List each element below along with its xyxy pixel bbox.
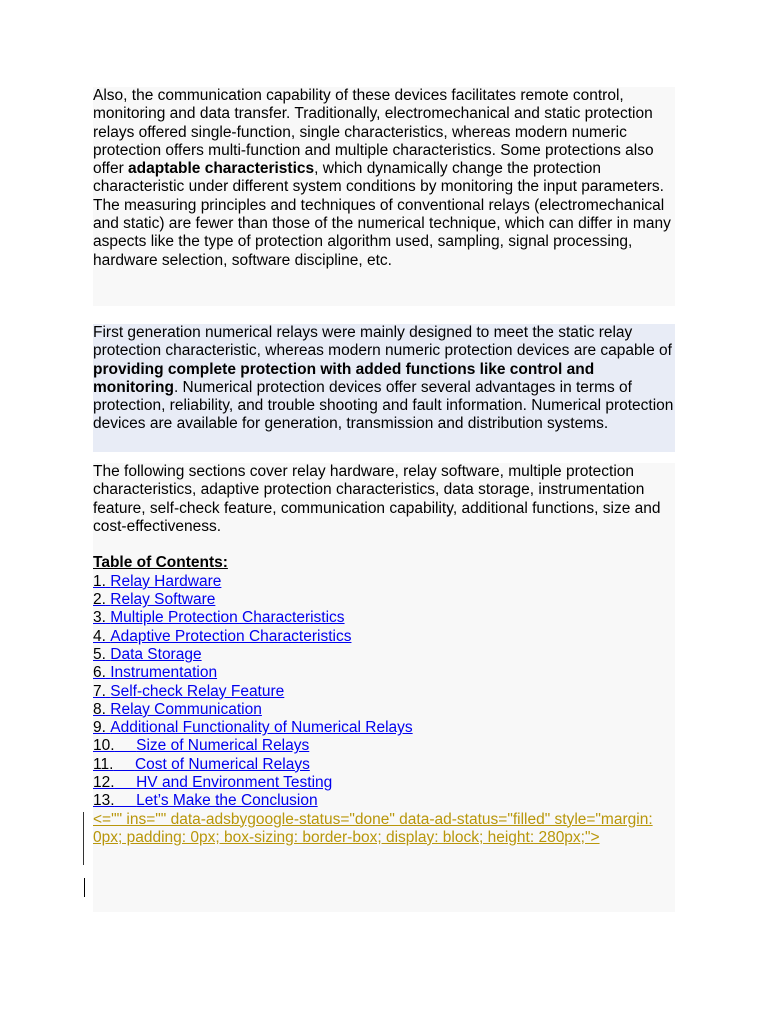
toc-item bbox=[93, 737, 675, 755]
toc-item-number: 13. bbox=[93, 792, 115, 810]
change-bar bbox=[83, 812, 84, 865]
toc-link[interactable]: Cost of Numerical Relays bbox=[134, 755, 310, 773]
text-run: . Numerical protection devices offer several advantages in terms of protection, reliability, and trouble shooting and fault information. Numerical protection devices are available for generation, transmission and distribution systems. bbox=[93, 378, 674, 433]
paragraph-sections-intro: The following sections cover relay hardware, relay software, multiple protection characteristics, adaptive protection characteristics, data storage, instrumentation feature, self-check feature, communication capability, additional functions, size and cost-effectiveness. bbox=[93, 463, 661, 535]
toc-item bbox=[93, 573, 675, 591]
toc-item bbox=[93, 609, 675, 627]
toc-item bbox=[93, 683, 675, 701]
toc-item-number: 2. bbox=[93, 591, 106, 609]
toc-title: Table of Contents: bbox=[93, 554, 228, 572]
toc-item bbox=[93, 646, 675, 664]
toc-link[interactable]: Let’s Make the Conclusion bbox=[136, 792, 318, 810]
toc-link-gap[interactable] bbox=[115, 792, 137, 809]
paragraph-first-generation bbox=[93, 324, 675, 434]
toc-item-number: 5. bbox=[93, 645, 106, 663]
text-run: , which dynamically change the protection characteristic under different system conditions by monitoring the input parameters. bbox=[93, 160, 664, 196]
spacer bbox=[93, 536, 675, 554]
toc-item-number: 11. bbox=[93, 755, 114, 773]
text-run: Also, the communication capability of these devices facilitates remote control, monitoring and data transfer. Traditionally, electromechanical and static protection relays offered single-function, single characteristics, whereas modern numeric protection offers multi-function and multiple characteristics. Some protections also offer bbox=[93, 87, 654, 178]
paragraph-measuring-principles: The measuring principles and techniques of conventional relays (electromechanical and static) are fewer than those of the numerical technique, which can differ in many aspects like the type of protection algorithm used, sampling, signal processing, hardware selection, software discipline, etc. bbox=[93, 196, 671, 269]
generation-section bbox=[93, 324, 675, 452]
toc-item bbox=[93, 792, 675, 810]
toc-link[interactable]: HV and Environment Testing bbox=[136, 774, 333, 792]
toc-item bbox=[93, 664, 675, 682]
paragraph-communication bbox=[93, 87, 675, 197]
toc-link[interactable]: Relay Hardware bbox=[110, 572, 222, 590]
text-run: First generation numerical relays were mainly designed to meet the static relay protection characteristic, whereas modern numeric protection devices are capable of bbox=[93, 324, 672, 360]
toc-item-number: 3. bbox=[93, 609, 106, 627]
toc-link-gap[interactable] bbox=[115, 737, 137, 754]
toc-link[interactable]: Size of Numerical Relays bbox=[136, 737, 310, 755]
emphasis-complete-protection: providing complete protection with added functions like control and monitoring bbox=[93, 360, 595, 396]
text-cursor bbox=[84, 878, 85, 897]
toc-item-number: 8. bbox=[93, 700, 106, 718]
toc-link[interactable]: Multiple Protection Characteristics bbox=[110, 609, 345, 627]
table-of-contents bbox=[93, 573, 675, 811]
toc-link[interactable]: Instrumentation bbox=[110, 664, 218, 682]
toc-item-number: 4. bbox=[93, 627, 106, 645]
toc-item bbox=[93, 591, 675, 609]
toc-item bbox=[93, 719, 675, 737]
toc-link[interactable]: Relay Communication bbox=[110, 700, 262, 718]
contents-section bbox=[93, 463, 675, 912]
toc-link[interactable]: Additional Functionality of Numerical Relays bbox=[110, 719, 413, 737]
toc-item bbox=[93, 701, 675, 719]
toc-item-number: 10. bbox=[93, 737, 115, 755]
toc-item-number: 6. bbox=[93, 664, 106, 682]
toc-item-number: 12. bbox=[93, 774, 115, 792]
emphasis-adaptable-characteristics: adaptable characteristics bbox=[128, 160, 315, 178]
toc-item-number: 7. bbox=[93, 682, 106, 700]
toc-link[interactable]: Data Storage bbox=[110, 645, 202, 663]
ad-code-snippet: <="" ins="" data-adsbygoogle-status="done" data-ad-status="filled" style="margin: 0px; padding: 0px; box-sizing: border-box; display: block; height: 280px;"> bbox=[93, 810, 653, 846]
toc-link[interactable]: Self-check Relay Feature bbox=[110, 682, 285, 700]
intro-section bbox=[93, 87, 675, 306]
toc-link-gap[interactable] bbox=[113, 756, 135, 773]
toc-item-number: 9. bbox=[93, 719, 106, 737]
toc-item bbox=[93, 774, 675, 792]
toc-item bbox=[93, 756, 675, 774]
toc-item bbox=[93, 628, 675, 646]
toc-link-gap[interactable] bbox=[115, 774, 137, 791]
toc-link[interactable]: Relay Software bbox=[110, 591, 216, 609]
toc-item-number: 1. bbox=[93, 572, 106, 590]
toc-link[interactable]: Adaptive Protection Characteristics bbox=[110, 627, 352, 645]
